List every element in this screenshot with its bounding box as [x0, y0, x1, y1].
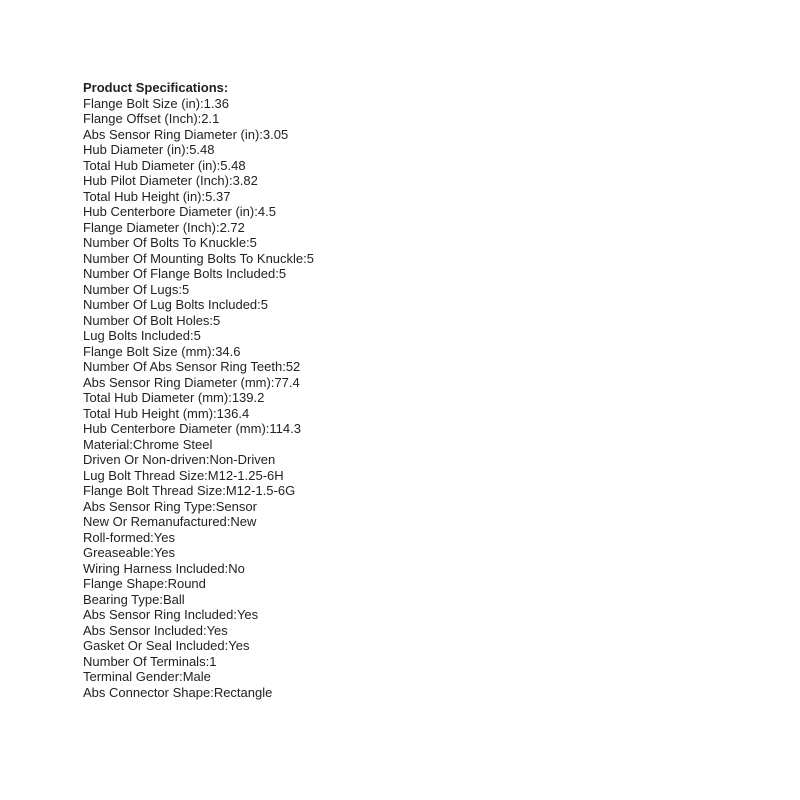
spec-value: Male: [182, 669, 211, 684]
spec-value: 139.2: [231, 390, 265, 405]
spec-row: [83, 282, 314, 298]
spec-label: Number Of Mounting Bolts To Knuckle:: [83, 250, 307, 266]
spec-label: Bearing Type:: [83, 591, 163, 607]
spec-row: [83, 344, 314, 360]
spec-label: Abs Sensor Ring Type:: [83, 498, 216, 514]
spec-row: [83, 623, 314, 639]
spec-value: 5.48: [189, 142, 215, 157]
spec-value: Yes: [236, 607, 259, 622]
spec-label: Gasket Or Seal Included:: [83, 638, 229, 653]
spec-label: Lug Bolt Thread Size:: [83, 467, 208, 483]
spec-row: [83, 142, 314, 158]
spec-value: Rectangle: [213, 684, 273, 700]
spec-value: 3.82: [232, 173, 258, 188]
specs-heading: Product Specifications:: [83, 80, 229, 95]
spec-label: New Or Remanufactured:: [83, 514, 231, 529]
spec-value: 2.1: [201, 111, 220, 126]
spec-label: Flange Diameter (Inch):: [83, 219, 220, 235]
spec-value: M12-1.5-6G: [225, 483, 296, 498]
spec-label: Hub Centerbore Diameter (in):: [83, 204, 258, 219]
spec-row: [83, 545, 314, 561]
spec-label: Hub Pilot Diameter (Inch):: [83, 173, 233, 188]
spec-label: Number Of Terminals:: [83, 653, 210, 669]
spec-value: Round: [167, 576, 206, 591]
spec-value: 5: [193, 328, 201, 343]
spec-row: [83, 390, 314, 406]
spec-row: [83, 111, 314, 127]
spec-label: Flange Bolt Thread Size:: [83, 483, 226, 498]
spec-label: Total Hub Diameter (mm):: [83, 390, 232, 405]
spec-label: Flange Offset (Inch):: [83, 111, 202, 126]
spec-label: Wiring Harness Included:: [83, 560, 229, 576]
spec-value: 1.36: [203, 95, 229, 111]
spec-label: Number Of Flange Bolts Included:: [83, 266, 279, 281]
spec-row: [83, 530, 314, 546]
spec-label: Abs Sensor Ring Diameter (in):: [83, 126, 263, 142]
spec-value: Yes: [153, 545, 176, 560]
spec-row: [83, 406, 314, 422]
spec-label: Abs Sensor Ring Included:: [83, 607, 237, 622]
spec-value: Yes: [153, 529, 176, 545]
spec-row: [83, 607, 314, 623]
spec-label: Number Of Lugs:: [83, 281, 182, 297]
spec-label: Driven Or Non-driven:: [83, 452, 210, 467]
spec-row: [83, 158, 314, 174]
spec-value: New: [230, 514, 257, 529]
spec-value: Yes: [206, 622, 228, 638]
spec-label: Terminal Gender:: [83, 669, 183, 684]
spec-label: Hub Diameter (in):: [83, 142, 190, 157]
spec-label: Number Of Bolt Holes:: [83, 312, 214, 328]
product-specifications-panel: [83, 80, 314, 700]
spec-value: 114.3: [269, 421, 301, 436]
spec-row: [83, 514, 314, 530]
spec-row: [83, 561, 314, 577]
spec-label: Number Of Bolts To Knuckle:: [83, 235, 250, 250]
spec-value: Chrome Steel: [132, 436, 213, 452]
spec-value: Yes: [228, 638, 250, 653]
spec-value: 3.05: [262, 126, 289, 142]
spec-row: [83, 96, 314, 112]
spec-row: [83, 669, 314, 685]
spec-row: [83, 328, 314, 344]
spec-label: Hub Centerbore Diameter (mm):: [83, 421, 270, 436]
spec-value: 5: [260, 297, 268, 312]
spec-row: [83, 421, 314, 437]
spec-label: Roll-formed:: [83, 529, 154, 545]
spec-value: 5: [249, 235, 257, 250]
spec-value: 136.4: [216, 405, 250, 421]
spec-row: [83, 592, 314, 608]
spec-row: [83, 251, 314, 267]
spec-value: 5.37: [205, 188, 231, 204]
spec-label: Abs Sensor Included:: [83, 622, 207, 638]
spec-row: [83, 204, 314, 220]
spec-list: [83, 96, 314, 701]
spec-label: Flange Bolt Size (mm):: [83, 343, 216, 359]
spec-row: [83, 375, 314, 391]
spec-row: [83, 437, 314, 453]
spec-value: 4.5: [257, 204, 276, 219]
spec-row: [83, 359, 314, 375]
spec-row: [83, 173, 314, 189]
spec-value: 5: [213, 312, 221, 328]
spec-label: Lug Bolts Included:: [83, 328, 194, 343]
spec-row: [83, 297, 314, 313]
spec-row: [83, 189, 314, 205]
spec-value: 34.6: [215, 343, 241, 359]
spec-value: 2.72: [219, 219, 245, 235]
spec-row: [83, 654, 314, 670]
spec-row: [83, 638, 314, 654]
spec-row: [83, 468, 314, 484]
spec-row: [83, 313, 314, 329]
spec-value: Ball: [162, 591, 185, 607]
spec-value: 52: [285, 359, 301, 374]
spec-value: Non-Driven: [209, 452, 276, 467]
spec-value: 5: [278, 266, 287, 281]
spec-label: Total Hub Diameter (in):: [83, 157, 221, 173]
spec-row: [83, 235, 314, 251]
spec-value: 1: [209, 653, 217, 669]
spec-label: Flange Shape:: [83, 576, 168, 591]
spec-row: [83, 127, 314, 143]
spec-value: M12-1.25-6H: [207, 467, 284, 483]
spec-label: Total Hub Height (in):: [83, 188, 206, 204]
spec-value: 5.48: [220, 157, 246, 173]
spec-label: Number Of Lug Bolts Included:: [83, 297, 261, 312]
spec-row: [83, 266, 314, 282]
spec-label: Greaseable:: [83, 545, 154, 560]
spec-row: [83, 483, 314, 499]
spec-value: 5: [182, 281, 190, 297]
spec-value: 77.4: [274, 374, 300, 390]
spec-label: Material:: [83, 436, 133, 452]
spec-label: Number Of Abs Sensor Ring Teeth:: [83, 359, 286, 374]
spec-label: Total Hub Height (mm):: [83, 405, 217, 421]
spec-row: [83, 452, 314, 468]
spec-row: [83, 220, 314, 236]
spec-value: 5: [306, 250, 314, 266]
spec-row: [83, 576, 314, 592]
spec-label: Abs Connector Shape:: [83, 684, 214, 700]
spec-row: [83, 685, 314, 701]
spec-value: No: [228, 560, 245, 576]
spec-label: Abs Sensor Ring Diameter (mm):: [83, 374, 275, 390]
spec-label: Flange Bolt Size (in):: [83, 95, 204, 111]
spec-row: [83, 499, 314, 515]
spec-value: Sensor: [215, 498, 257, 514]
